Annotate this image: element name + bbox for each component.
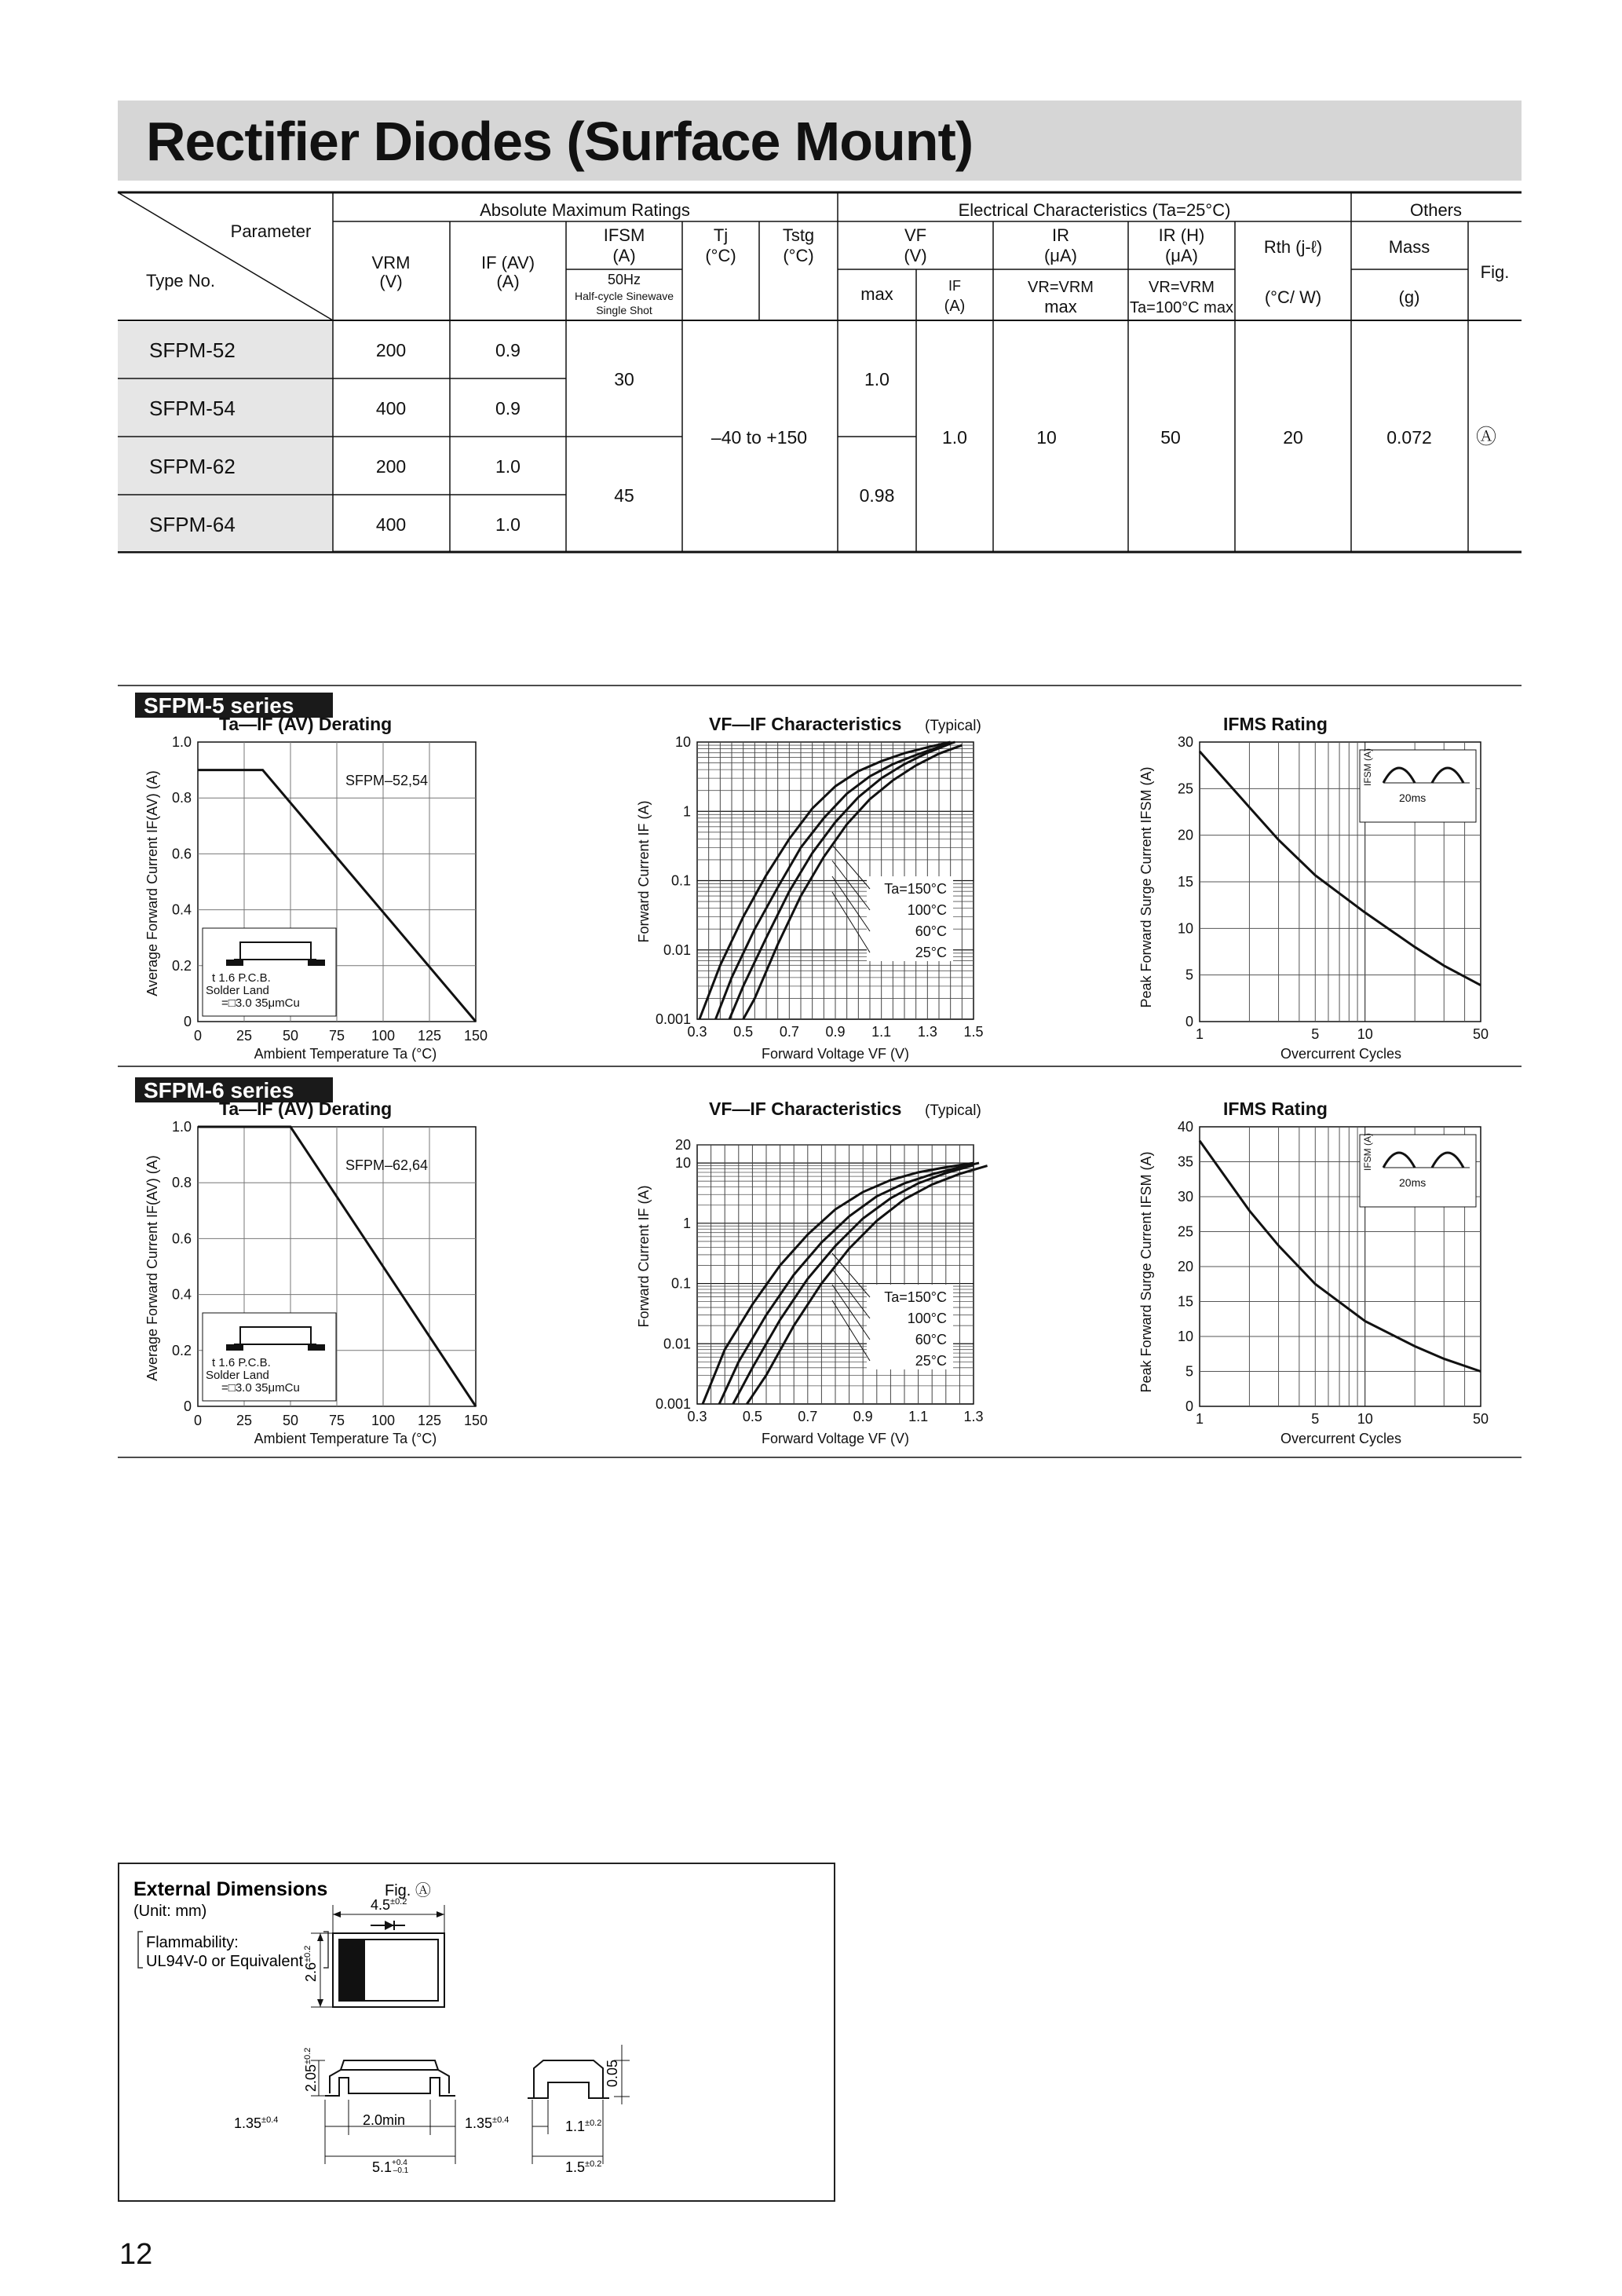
curve-label: SFPM–62,64 xyxy=(345,1157,429,1173)
y-tick-label: 10 xyxy=(674,1155,691,1172)
legend-entry: 100°C xyxy=(907,1311,947,1326)
y-tick-label: 40 xyxy=(1177,1119,1193,1135)
y-tick-label: 0.1 xyxy=(670,872,691,889)
x-tick-label: 10 xyxy=(1357,1411,1373,1427)
y-axis-label: Peak Forward Surge Current IFSM (A) xyxy=(1138,766,1154,1008)
ifsm-cond3: Single Shot xyxy=(596,304,652,316)
vf-if-unit: (A) xyxy=(944,298,966,315)
irh-value: 50 xyxy=(1160,427,1181,448)
dim-side-height: 0.05 xyxy=(605,2059,620,2087)
tstg-unit: (°C) xyxy=(783,246,814,265)
x-tick-label: 0.3 xyxy=(687,1024,707,1040)
vfif-title: VF—IF Characteristics xyxy=(709,714,902,734)
flammability-label: Flammability: xyxy=(146,1934,239,1951)
ifsm-5-value: 30 xyxy=(614,369,634,389)
others-header: Others xyxy=(1409,200,1463,220)
pcb-label: Solder Land xyxy=(206,1369,269,1382)
vf-5-value: 1.0 xyxy=(864,369,890,389)
row-vrm: 400 xyxy=(375,398,407,419)
row-vrm: 400 xyxy=(375,514,407,535)
page-title: Rectifier Diodes (Surface Mount) xyxy=(146,111,974,172)
ifsm-cond1: 50Hz xyxy=(607,272,641,287)
x-tick-label: 1 xyxy=(1195,1026,1204,1042)
ifsm-header: IFSM xyxy=(603,225,645,245)
y-tick-label: 20 xyxy=(674,1137,691,1153)
vf-unit: (V) xyxy=(904,246,927,265)
ext-unit: (Unit: mm) xyxy=(133,1903,207,1920)
y-tick-label: 30 xyxy=(1177,1189,1193,1205)
y-tick-label: 0.01 xyxy=(663,941,691,958)
ifsm-cond2: Half-cycle Sinewave xyxy=(574,290,674,302)
y-tick-label: 0.8 xyxy=(171,790,192,806)
legend-entry: 60°C xyxy=(915,923,947,939)
leader-line xyxy=(832,1253,870,1297)
side-view-outline xyxy=(325,2060,455,2096)
x-tick-label: 75 xyxy=(328,1028,345,1044)
x-tick-label: 1.1 xyxy=(908,1409,929,1424)
x-tick-label: 25 xyxy=(236,1413,253,1428)
x-tick-label: 150 xyxy=(463,1413,488,1428)
leader-line xyxy=(832,876,870,931)
x-tick-label: 0.7 xyxy=(798,1409,818,1424)
ir-header: IR xyxy=(1052,225,1069,245)
fig-header: Fig. xyxy=(1480,262,1510,282)
vfif-title-note: (Typical) xyxy=(925,1102,981,1119)
y-tick-label: 30 xyxy=(1177,734,1193,750)
y-tick-label: 25 xyxy=(1177,781,1193,797)
y-tick-label: 0 xyxy=(1185,1398,1193,1414)
row-ifav: 1.0 xyxy=(495,456,521,477)
row-vrm: 200 xyxy=(375,340,407,360)
ir-unit: (μA) xyxy=(1043,246,1078,265)
y-tick-label: 1 xyxy=(682,1215,691,1231)
legend-entry: 60°C xyxy=(915,1332,947,1347)
x-tick-label: 5 xyxy=(1311,1411,1320,1427)
y-tick-label: 20 xyxy=(1177,827,1193,843)
mass-header: Mass xyxy=(1388,237,1430,257)
param-header: Parameter xyxy=(230,221,312,241)
y-tick-label: 0.2 xyxy=(171,957,192,974)
ifsm-title: IFMS Rating xyxy=(1223,714,1328,734)
x-tick-label: 50 xyxy=(282,1413,299,1428)
pcb-label: =□3.0 35μmCu xyxy=(221,996,300,1010)
irh-cond: VR=VRM xyxy=(1149,279,1215,296)
x-tick-label: 1.1 xyxy=(871,1024,892,1040)
y-tick-label: 10 xyxy=(674,734,691,750)
waveform-inset xyxy=(1360,750,1476,822)
y-tick-label: 0.6 xyxy=(171,846,192,862)
row-type: SFPM-64 xyxy=(149,513,236,536)
y-tick-label: 0.6 xyxy=(171,1230,192,1247)
x-tick-label: 0.3 xyxy=(687,1409,707,1424)
irh-max: Ta=100°C max xyxy=(1130,299,1233,316)
y-tick-label: 0.01 xyxy=(663,1336,691,1352)
vf-if-value: 1.0 xyxy=(942,427,967,448)
x-tick-label: 75 xyxy=(328,1413,345,1428)
y-tick-label: 0 xyxy=(183,1398,192,1414)
x-axis-label: Forward Voltage VF (V) xyxy=(761,1431,910,1446)
inset-axis-label: IFSM (A) xyxy=(1362,748,1373,786)
y-tick-label: 1 xyxy=(682,803,691,820)
y-tick-label: 1.0 xyxy=(171,1119,192,1135)
dim-lead-left: $1.35^{\pm 0.4}$ xyxy=(234,2115,279,2131)
ifav-header: IF (AV) xyxy=(480,253,535,272)
y-tick-label: 0 xyxy=(183,1014,192,1029)
x-tick-label: 5 xyxy=(1311,1026,1320,1042)
elec-char-header: Electrical Characteristics (Ta=25°C) xyxy=(958,200,1231,220)
row-vrm: 200 xyxy=(375,456,407,477)
external-dimensions-drawing xyxy=(119,1864,834,2200)
vf-6-value: 0.98 xyxy=(859,485,895,506)
y-tick-label: 0.1 xyxy=(670,1275,691,1292)
y-tick-label: 20 xyxy=(1177,1259,1193,1274)
y-tick-label: 1.0 xyxy=(171,734,192,750)
x-tick-label: 25 xyxy=(236,1028,253,1044)
tj-header: Tj xyxy=(713,225,729,245)
vfif-title: VF—IF Characteristics xyxy=(709,1099,902,1119)
x-tick-label: 125 xyxy=(417,1413,442,1428)
ifsm-6-value: 45 xyxy=(614,485,634,506)
series-label: SFPM-6 series xyxy=(144,1078,294,1102)
row-type: SFPM-52 xyxy=(149,338,236,362)
dim-side-width2: $1.5^{\pm 0.2}$ xyxy=(565,2159,602,2175)
inset-axis-label: IFSM (A) xyxy=(1362,1133,1373,1171)
irh-header: IR (H) xyxy=(1158,225,1205,245)
y-tick-label: 0.8 xyxy=(171,1175,192,1191)
vfif-title-note: (Typical) xyxy=(925,718,981,734)
x-tick-label: 0 xyxy=(193,1413,203,1428)
x-tick-label: 150 xyxy=(463,1028,488,1044)
fig-value: Ⓐ xyxy=(1475,425,1497,448)
x-axis-label: Forward Voltage VF (V) xyxy=(761,1046,910,1062)
y-tick-label: 0.4 xyxy=(171,1286,192,1303)
leader-line xyxy=(832,845,870,889)
dim-side-width1: $1.1^{\pm 0.2}$ xyxy=(565,2119,602,2134)
series-label: SFPM-5 series xyxy=(144,693,294,718)
tstg-header: Tstg xyxy=(782,225,815,245)
vf-max: max xyxy=(860,284,893,304)
legend-entry: 25°C xyxy=(915,945,947,960)
ir-value: 10 xyxy=(1036,427,1057,448)
x-tick-label: 100 xyxy=(371,1028,396,1044)
x-tick-label: 0 xyxy=(193,1028,203,1044)
x-tick-label: 10 xyxy=(1357,1026,1373,1042)
y-axis-label: Average Forward Current IF(AV) (A) xyxy=(144,770,160,996)
y-tick-label: 0.4 xyxy=(171,901,192,918)
x-tick-label: 1.5 xyxy=(963,1024,984,1040)
x-tick-label: 50 xyxy=(1472,1026,1489,1042)
y-axis-label: Forward Current IF (A) xyxy=(636,800,652,943)
ir-max: max xyxy=(1044,297,1077,316)
y-tick-label: 0.001 xyxy=(655,1011,691,1027)
y-axis-label: Average Forward Current IF(AV) (A) xyxy=(144,1155,160,1381)
x-tick-label: 125 xyxy=(417,1028,442,1044)
pcb-label: t 1.6 P.C.B. xyxy=(212,971,271,985)
waveform-inset xyxy=(1360,1135,1476,1207)
y-tick-label: 15 xyxy=(1177,1293,1193,1310)
row-ifav: 0.9 xyxy=(495,398,521,419)
pcb-label: t 1.6 P.C.B. xyxy=(212,1356,271,1369)
leader-line xyxy=(832,1269,870,1318)
rth-value: 20 xyxy=(1283,427,1303,448)
rth-unit: (°C/ W) xyxy=(1264,287,1322,307)
rth-header: Rth (j-ℓ) xyxy=(1263,237,1323,257)
external-dimensions-box xyxy=(118,1863,835,2202)
y-tick-label: 5 xyxy=(1185,967,1193,983)
x-axis-label: Ambient Temperature Ta (°C) xyxy=(254,1046,437,1062)
y-tick-label: 10 xyxy=(1177,920,1193,937)
ifsm-title: IFMS Rating xyxy=(1223,1099,1328,1119)
x-tick-label: 50 xyxy=(282,1028,299,1044)
x-tick-label: 50 xyxy=(1472,1411,1489,1427)
x-tick-label: 0.5 xyxy=(733,1024,754,1040)
vf-if-header: IF xyxy=(948,278,961,294)
row-type: SFPM-62 xyxy=(149,455,236,478)
vrm-unit: (V) xyxy=(379,272,403,291)
mass-value: 0.072 xyxy=(1386,427,1432,448)
solder-land xyxy=(226,1344,243,1351)
dim-lead-right: $1.35^{\pm 0.4}$ xyxy=(465,2115,510,2131)
top-view-outline xyxy=(333,1933,444,2007)
legend-entry: 25°C xyxy=(915,1353,947,1369)
x-tick-label: 0.7 xyxy=(779,1024,799,1040)
solder-land xyxy=(308,960,325,966)
x-axis-label: Ambient Temperature Ta (°C) xyxy=(254,1431,437,1446)
y-tick-label: 5 xyxy=(1185,1363,1193,1380)
y-tick-label: 15 xyxy=(1177,874,1193,890)
dim-top-length: $4.5^{\pm 0.2}$ xyxy=(371,1897,407,1913)
vf-header: VF xyxy=(904,225,927,245)
pcb-label: =□3.0 35μmCu xyxy=(221,1381,300,1395)
ifav-unit: (A) xyxy=(496,272,520,291)
row-ifav: 0.9 xyxy=(495,340,521,360)
curve-label: SFPM–52,54 xyxy=(345,773,429,788)
ext-title: External Dimensions xyxy=(133,1878,328,1900)
row-ifav: 1.0 xyxy=(495,514,521,535)
x-tick-label: 1 xyxy=(1195,1411,1204,1427)
y-tick-label: 0 xyxy=(1185,1014,1193,1029)
x-tick-label: 0.9 xyxy=(825,1024,846,1040)
tj-unit: (°C) xyxy=(705,246,736,265)
y-tick-label: 25 xyxy=(1177,1223,1193,1240)
typeno-header: Type No. xyxy=(145,271,216,291)
solder-land xyxy=(308,1344,325,1351)
y-tick-label: 10 xyxy=(1177,1329,1193,1344)
figure-label: Fig. Ⓐ xyxy=(385,1882,431,1899)
mass-unit: (g) xyxy=(1398,287,1420,307)
derating-title: Ta—IF (AV) Derating xyxy=(219,1099,393,1119)
x-tick-label: 100 xyxy=(371,1413,396,1428)
end-view-outline xyxy=(528,2060,609,2098)
flammability-rating: UL94V-0 or Equivalent xyxy=(146,1953,304,1970)
y-axis-label: Forward Current IF (A) xyxy=(636,1185,652,1328)
dim-thickness: $2.05^{\pm 0.2}$ xyxy=(303,2047,319,2092)
leader-line xyxy=(832,861,870,910)
ir-cond: VR=VRM xyxy=(1028,279,1094,296)
leader-line xyxy=(832,1300,870,1361)
x-tick-label: 0.9 xyxy=(853,1409,873,1424)
y-tick-label: 0.001 xyxy=(655,1396,691,1412)
x-tick-label: 1.3 xyxy=(963,1409,984,1424)
legend-entry: Ta=150°C xyxy=(884,1289,947,1305)
dim-center: 2.0min xyxy=(363,2112,406,2128)
legend-entry: 100°C xyxy=(907,902,947,918)
pcb-label: Solder Land xyxy=(206,984,269,997)
ifsm-unit: (A) xyxy=(612,246,636,265)
dim-total: $5.1^{+0.4}$ –0.1 xyxy=(372,2159,409,2175)
solder-land xyxy=(226,960,243,966)
diode-symbol-icon xyxy=(371,1921,405,1930)
x-axis-label: Overcurrent Cycles xyxy=(1280,1431,1402,1446)
inset-time-label: 20ms xyxy=(1399,792,1427,804)
dim-height: $2.6^{\pm 0.2}$ xyxy=(303,1945,319,1982)
page-number: 12 xyxy=(119,2238,153,2271)
x-tick-label: 1.3 xyxy=(917,1024,937,1040)
irh-unit: (μA) xyxy=(1164,246,1199,265)
row-type: SFPM-54 xyxy=(149,397,236,420)
x-axis-label: Overcurrent Cycles xyxy=(1280,1046,1402,1062)
legend-entry: Ta=150°C xyxy=(884,881,947,897)
y-tick-label: 0.2 xyxy=(171,1342,192,1358)
y-axis-label: Peak Forward Surge Current IFSM (A) xyxy=(1138,1151,1154,1393)
derating-title: Ta—IF (AV) Derating xyxy=(219,714,393,734)
vrm-header: VRM xyxy=(371,253,411,272)
leader-line xyxy=(832,892,870,952)
abs-max-header: Absolute Maximum Ratings xyxy=(480,200,690,220)
y-tick-label: 35 xyxy=(1177,1153,1193,1170)
x-tick-label: 0.5 xyxy=(742,1409,762,1424)
tj-tstg-value: –40 to +150 xyxy=(711,427,808,448)
inset-time-label: 20ms xyxy=(1399,1176,1427,1189)
